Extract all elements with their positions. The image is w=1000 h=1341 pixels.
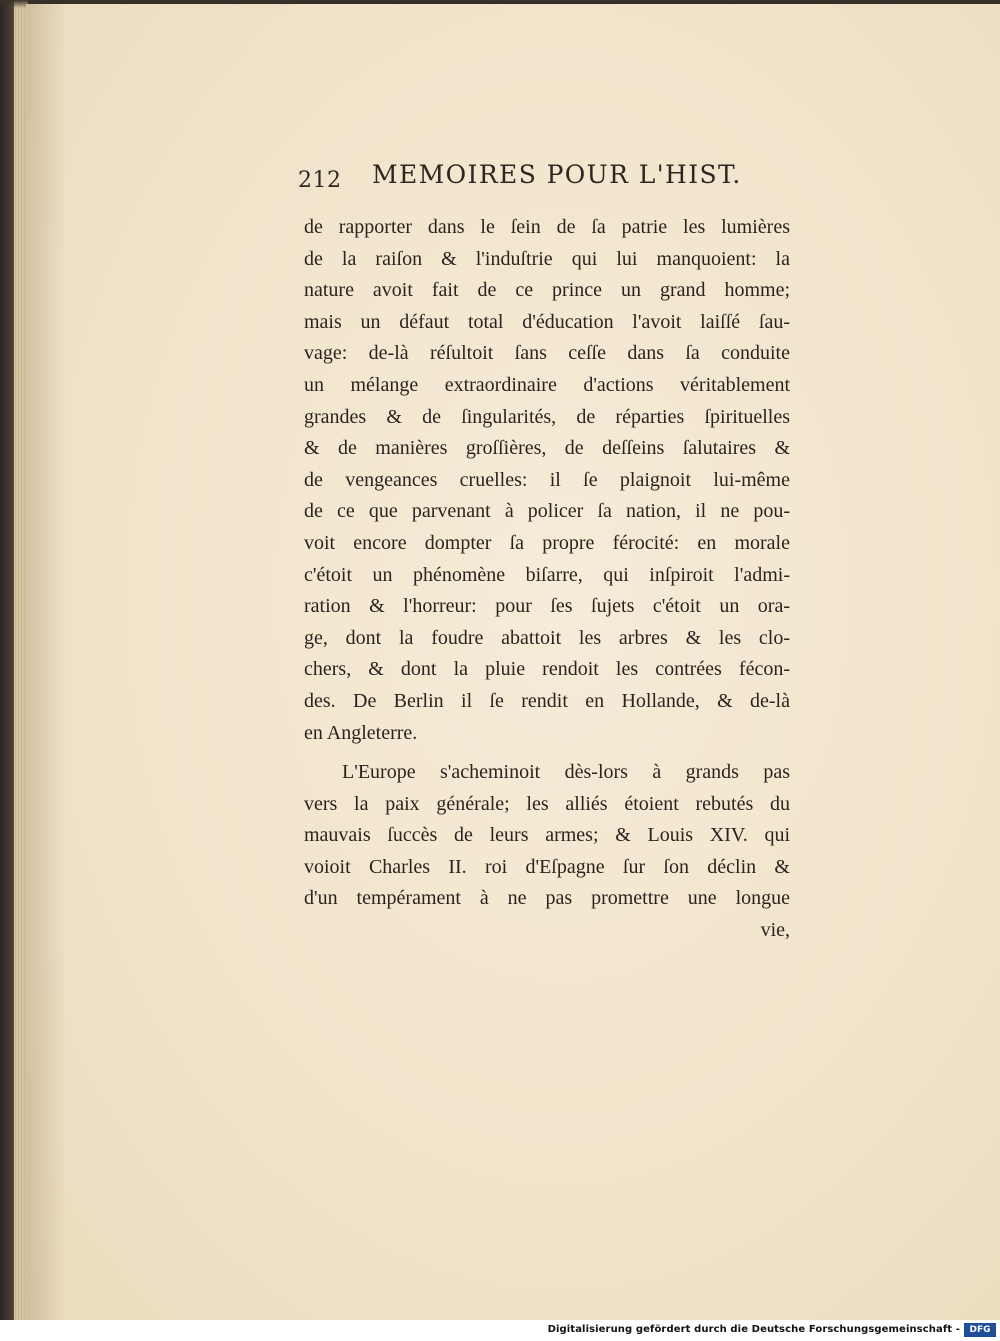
text-line: de rapporter dans le ſein de ſa patrie les lumières: [304, 216, 790, 238]
text-line: ration & l'horreur: pour ſes ſujets c'étoit un ora-: [304, 595, 790, 618]
running-head: MEMOIRES POUR L'HIST.: [372, 160, 742, 189]
text-line: chers, & dont la pluie rendoit les contrées fécon-: [304, 658, 790, 681]
text-line: mais un défaut total d'éducation l'avoit laiſſé ſau-: [304, 310, 790, 333]
text-line: d'un tempérament à ne pas promettre une longue: [304, 887, 790, 910]
text-line: grandes & de ſingularités, de réparties ſpirituelles: [304, 405, 790, 428]
funding-credit: Digitalisierung gefördert durch die Deutsche Forschungsgemeinschaft -: [547, 1324, 960, 1335]
text-line: voit encore dompter ſa propre férocité: en morale: [304, 531, 790, 554]
text-line: vers la paix générale; les alliés étoient rebutés du: [304, 792, 790, 815]
text-line: en Angleterre.: [304, 721, 418, 744]
page-header: [298, 160, 788, 200]
text-line: des. De Berlin il ſe rendit en Hollande, & de-là: [304, 689, 790, 712]
text-line: de ce que parvenant à policer ſa nation, il ne pou-: [304, 500, 790, 523]
text-line: nature avoit fait de ce prince un grand homme;: [304, 279, 790, 302]
text-line: L'Europe s'acheminoit dès-lors à grands pas: [342, 761, 790, 784]
text-line: un mélange extraordinaire d'actions véritablement: [304, 373, 790, 396]
dfg-logo: DFG: [964, 1323, 996, 1337]
paragraph-gap: [304, 749, 790, 757]
page-number: 212: [298, 168, 342, 193]
text-line: de la raiſon & l'induſtrie qui lui manquoient: la: [304, 247, 790, 270]
text-line: vage: de-là réſultoit ſans ceſſe dans ſa conduite: [304, 342, 790, 365]
text-line: & de manières groſſières, de deſſeins ſalutaires &: [304, 437, 790, 460]
text-line: ge, dont la foudre abattoit les arbres & les clo-: [304, 626, 790, 649]
text-line: de vengeances cruelles: il ſe plaignoit lui-même: [304, 468, 790, 491]
body-text: [304, 212, 790, 947]
catchword: vie,: [760, 919, 790, 942]
text-line: mauvais ſuccès de leurs armes; & Louis XIV. qui: [304, 824, 790, 847]
text-line: voioit Charles II. roi d'Eſpagne ſur ſon déclin &: [304, 855, 790, 878]
digitization-footer: [0, 1320, 1000, 1341]
text-line: c'étoit un phénomène biſarre, qui inſpiroit l'admi-: [304, 563, 790, 586]
